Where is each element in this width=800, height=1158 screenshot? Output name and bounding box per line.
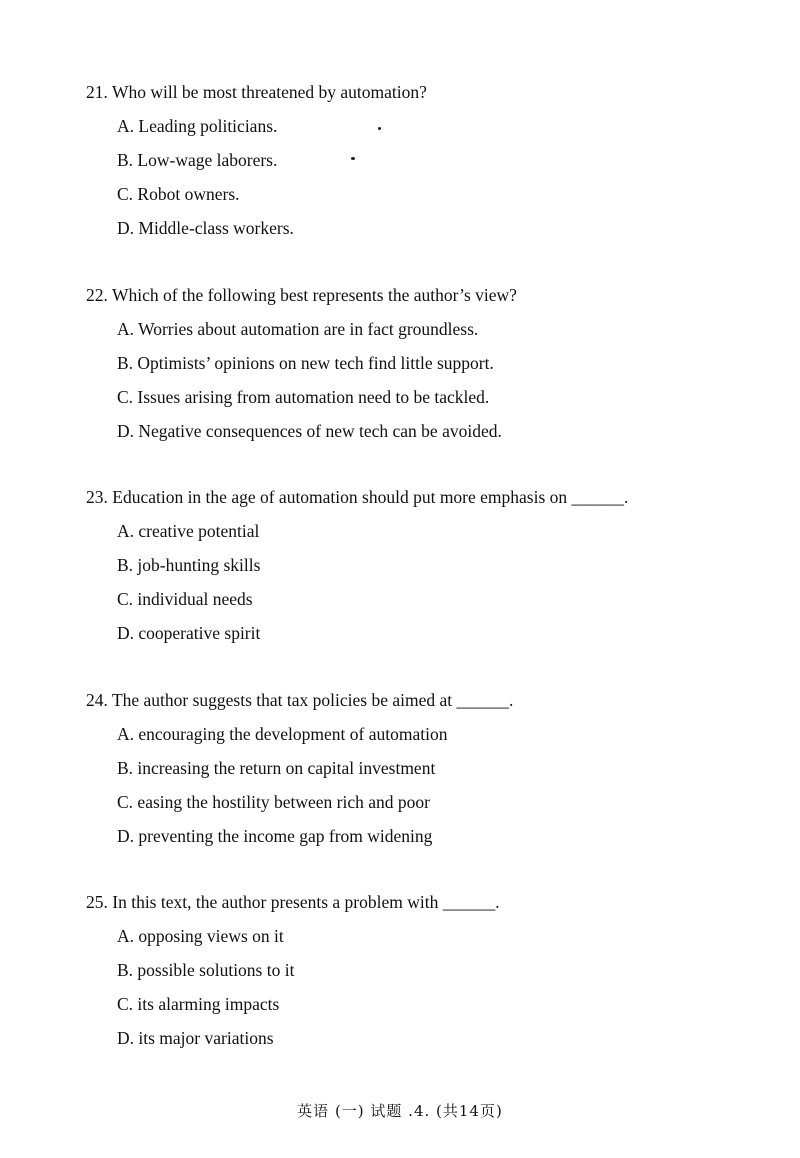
option-d: D. Middle-class workers.: [117, 218, 294, 238]
option-c: C. its alarming impacts: [117, 994, 280, 1014]
option-c: C. Robot owners.: [117, 184, 240, 204]
option-b: B. Optimists’ opinions on new tech find little support.: [117, 353, 494, 373]
option-b: B. possible solutions to it: [117, 960, 295, 980]
option-b: B. increasing the return on capital investment: [117, 758, 436, 778]
option-d: D. preventing the income gap from widening: [117, 826, 433, 846]
question-stem: [86, 284, 517, 306]
option-a: A. creative potential: [117, 521, 260, 541]
option-c: C. individual needs: [117, 589, 253, 609]
question-number: 24.: [86, 690, 108, 710]
question-text: Who will be most threatened by automation?: [111, 82, 427, 102]
option-a: A. Leading politicians.: [117, 116, 278, 136]
option-a: A. opposing views on it: [117, 926, 284, 946]
question-number: 21.: [86, 82, 108, 102]
option-c: C. easing the hostility between rich and poor: [117, 792, 430, 812]
page-footer: 英语 (一) 试题 .4. (共14页): [297, 1102, 503, 1120]
option-b: B. job-hunting skills: [117, 555, 261, 575]
question-text: The author suggests that tax policies be aimed at ______.: [111, 690, 514, 710]
option-a: A. encouraging the development of automation: [117, 724, 448, 744]
question-number: 25.: [86, 892, 108, 912]
question-number: 22.: [86, 285, 108, 305]
option-c: C. Issues arising from automation need to be tackled.: [117, 387, 490, 407]
question-stem: [86, 486, 628, 508]
question-stem: [86, 891, 500, 913]
scan-speck: [351, 157, 355, 160]
option-d: D. Negative consequences of new tech can be avoided.: [117, 421, 502, 441]
question-number: 23.: [86, 487, 108, 507]
option-d: D. its major variations: [117, 1028, 274, 1048]
question-stem: [86, 689, 513, 711]
question-text: Which of the following best represents the author’s view?: [111, 285, 517, 305]
question-stem: [86, 81, 427, 103]
option-a: A. Worries about automation are in fact groundless.: [117, 319, 479, 339]
question-text: Education in the age of automation should put more emphasis on ______.: [112, 487, 629, 507]
option-b: B. Low-wage laborers.: [117, 150, 278, 170]
scan-speck: [378, 127, 381, 130]
option-d: D. cooperative spirit: [117, 623, 261, 643]
question-text: In this text, the author presents a problem with ______.: [112, 892, 500, 912]
